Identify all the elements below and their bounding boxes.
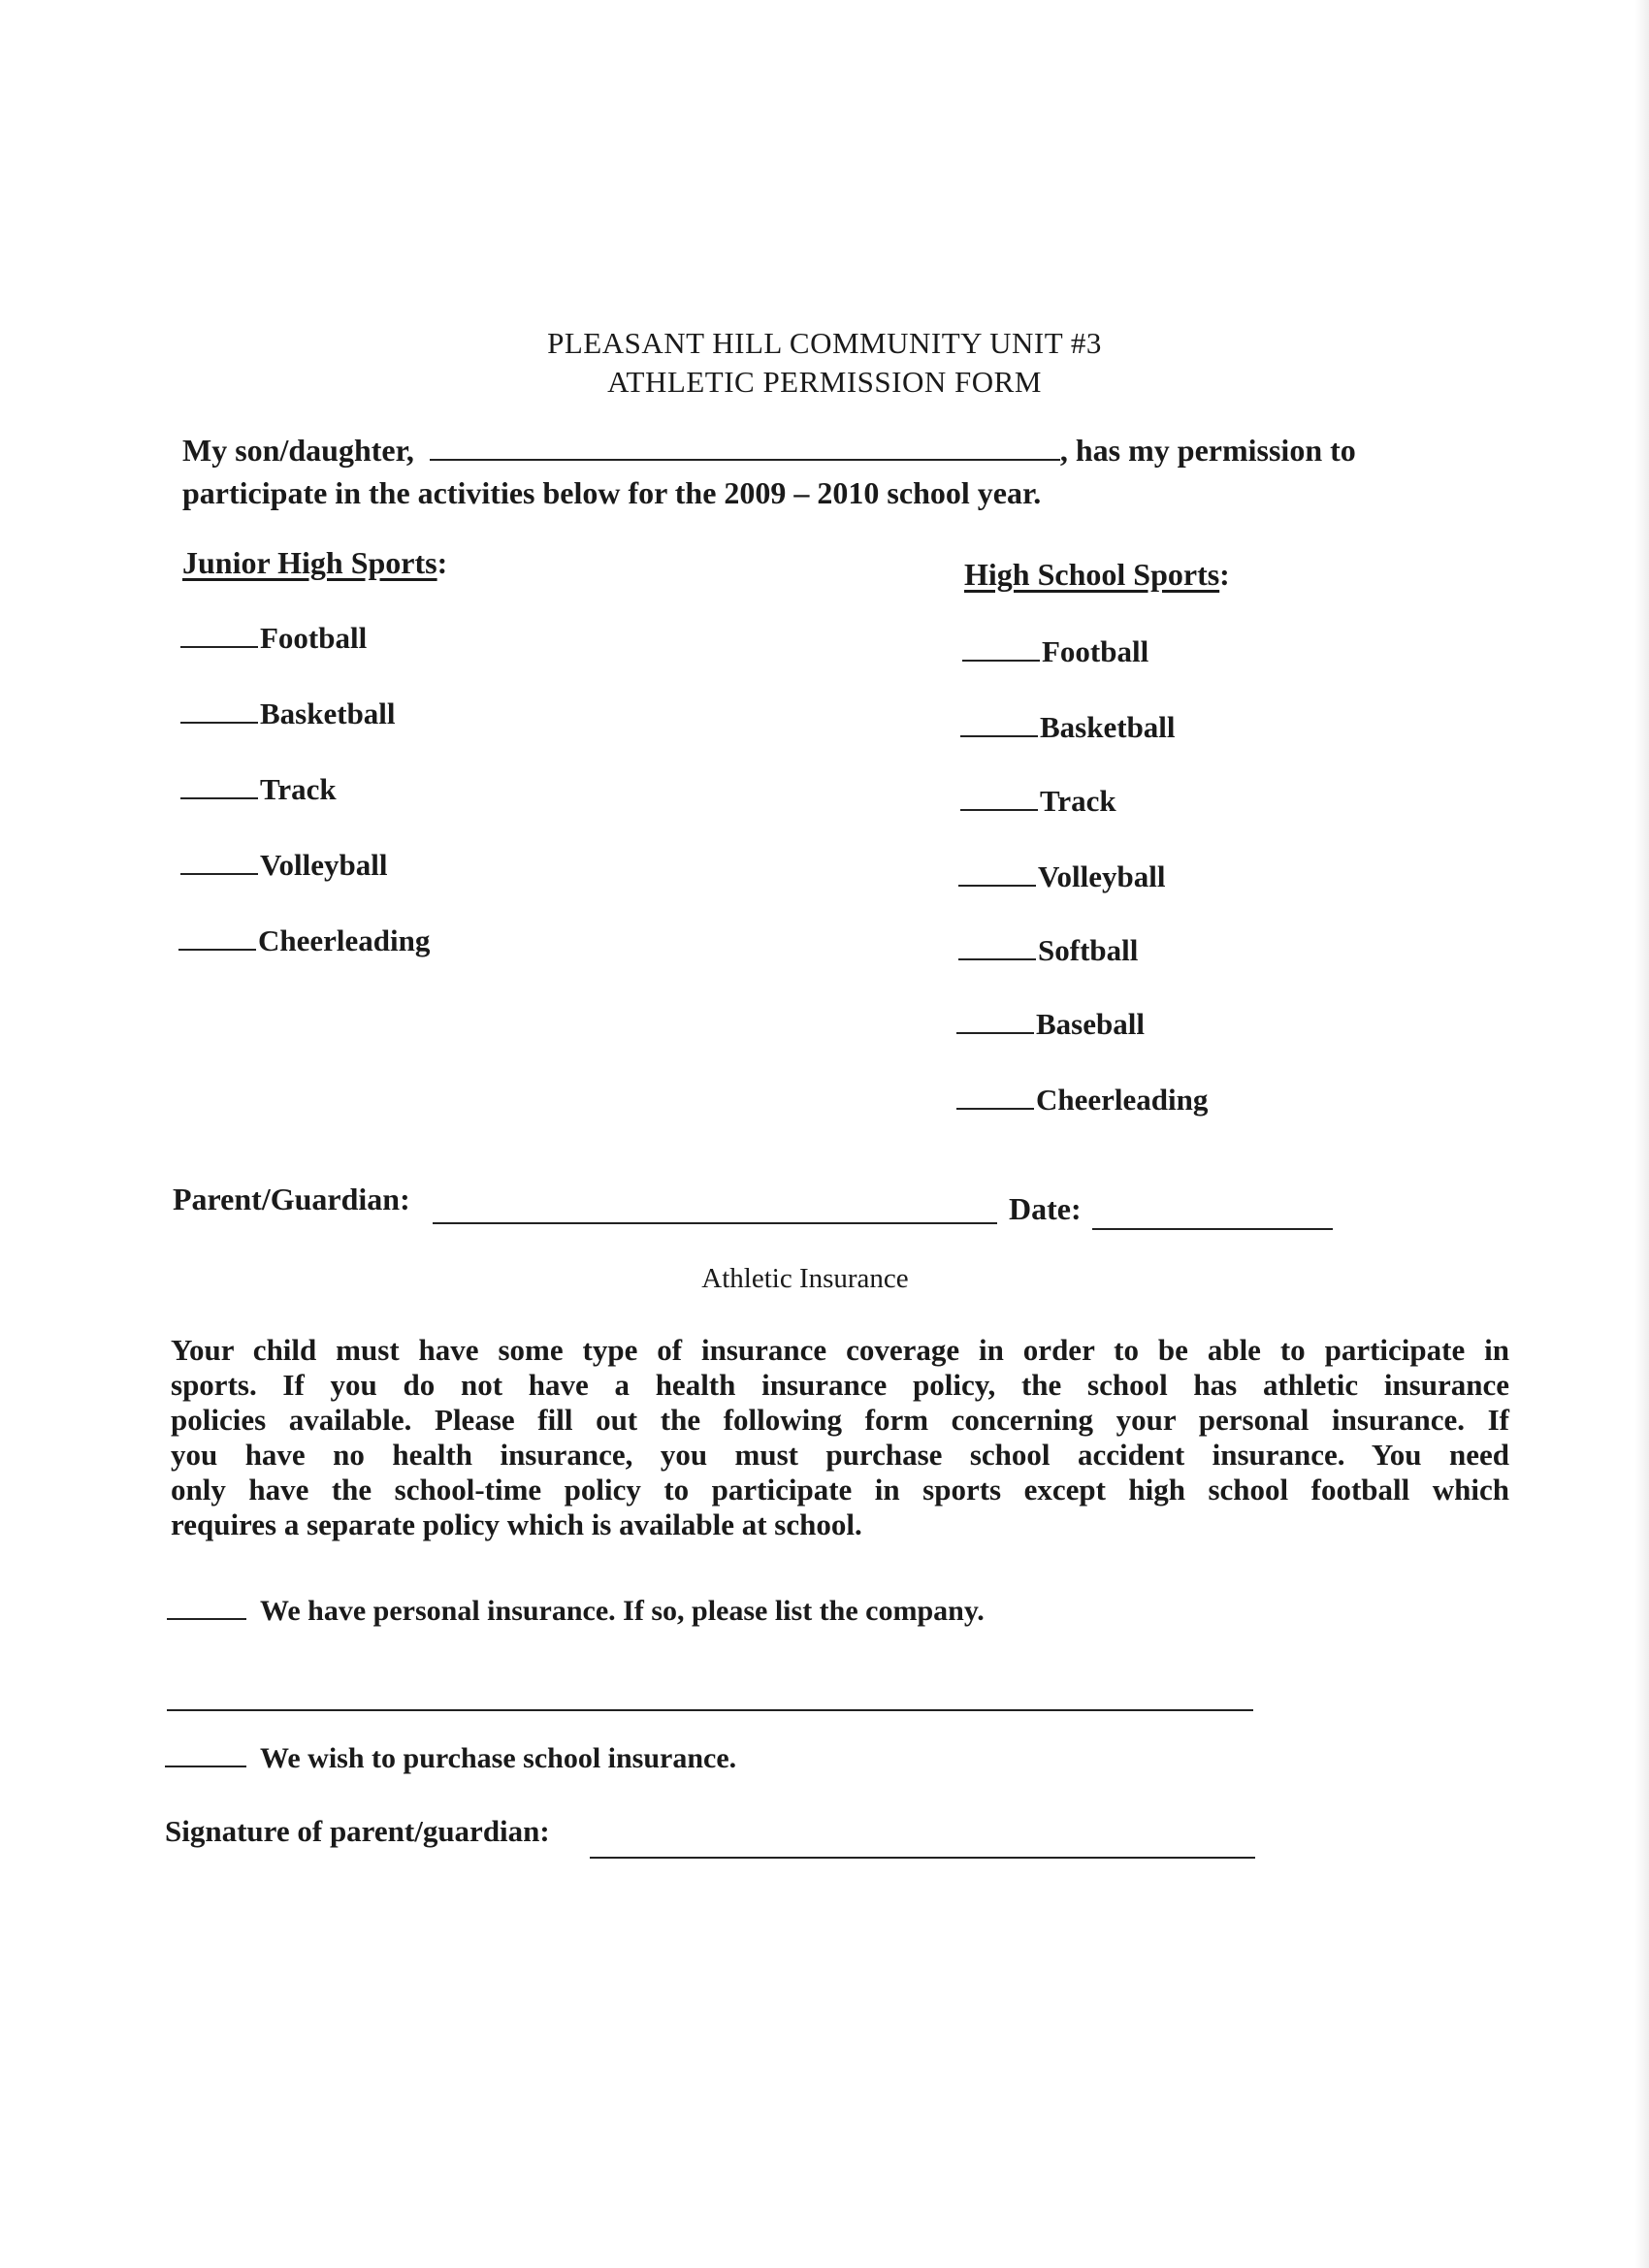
hs-sport-row (962, 634, 1148, 669)
hs-sport-label: Track (1040, 784, 1116, 818)
hs-sport-row (958, 933, 1138, 968)
hs-sport-label: Football (1042, 634, 1149, 668)
intro-trail: , has my permission to (1059, 433, 1356, 468)
hs-sport-row (956, 1083, 1208, 1118)
jh-sport-label: Basketball (260, 697, 396, 730)
personal-insurance-option (167, 1595, 985, 1628)
hs-checkbox-blank[interactable] (958, 884, 1036, 887)
insurance-paragraph-line: you have no health insurance, you must purchase school accident insurance. You need (171, 1438, 1509, 1472)
intro-line-1 (182, 433, 1356, 469)
insurance-paragraph-line: sports. If you do not have a health insurance policy, the school has athletic insurance (171, 1368, 1509, 1402)
hs-checkbox-blank[interactable] (960, 808, 1038, 811)
junior-high-heading (182, 545, 447, 581)
hs-checkbox-blank[interactable] (962, 659, 1040, 662)
hs-sport-label: Cheerleading (1036, 1083, 1209, 1117)
jh-sport-row (180, 772, 337, 807)
insurance-paragraph-line: Your child must have some type of insurance coverage in order to be able to participate in (171, 1333, 1509, 1367)
jh-sport-label: Football (260, 621, 368, 655)
junior-high-heading-colon: : (436, 545, 448, 580)
jh-sport-label: Track (260, 772, 337, 806)
jh-sport-row (180, 848, 388, 883)
hs-sport-label: Basketball (1040, 710, 1176, 744)
intro-line-2: participate in the activities below for the 2009 – 2010 school year. (182, 475, 1042, 510)
insurance-heading: Athletic Insurance (701, 1263, 909, 1294)
parent-signature-label: Signature of parent/guardian: (165, 1814, 550, 1848)
school-insurance-option (165, 1742, 736, 1775)
high-school-heading-text: High School Sports (964, 557, 1220, 592)
hs-sport-row (960, 784, 1116, 819)
junior-high-heading-text: Junior High Sports (182, 545, 437, 580)
form-title-name: ATHLETIC PERMISSION FORM (607, 365, 1042, 399)
jh-checkbox-blank[interactable] (178, 948, 256, 951)
high-school-heading-colon: : (1219, 557, 1230, 592)
insurance-paragraph-line: policies available. Please fill out the following form concerning your personal insurance. If (171, 1403, 1509, 1437)
student-name-field[interactable] (430, 458, 1060, 461)
parent-guardian-signature-field[interactable] (433, 1222, 997, 1224)
hs-checkbox-blank[interactable] (960, 734, 1038, 737)
hs-sport-label: Volleyball (1038, 859, 1166, 893)
hs-sport-row (958, 859, 1166, 894)
form-title-school: PLEASANT HILL COMMUNITY UNIT #3 (547, 326, 1102, 360)
hs-sport-row (956, 1007, 1145, 1042)
intro-lead: My son/daughter, (182, 433, 414, 468)
hs-sport-row (960, 710, 1176, 745)
jh-sport-row (180, 621, 367, 656)
date-field[interactable] (1092, 1228, 1333, 1230)
hs-sport-label: Softball (1038, 933, 1139, 967)
high-school-heading (964, 557, 1230, 593)
jh-checkbox-blank[interactable] (180, 872, 258, 875)
jh-checkbox-blank[interactable] (180, 796, 258, 799)
hs-checkbox-blank[interactable] (958, 957, 1036, 960)
school-insurance-label: We wish to purchase school insurance. (260, 1742, 737, 1774)
jh-sport-label: Cheerleading (258, 923, 431, 957)
jh-checkbox-blank[interactable] (180, 721, 258, 724)
jh-sport-label: Volleyball (260, 848, 388, 882)
insurance-paragraph (171, 1333, 1509, 1542)
hs-checkbox-blank[interactable] (956, 1031, 1034, 1034)
jh-sport-row (178, 923, 430, 958)
hs-checkbox-blank[interactable] (956, 1107, 1034, 1110)
parent-guardian-label: Parent/Guardian: (173, 1182, 410, 1216)
date-label: Date: (1009, 1191, 1082, 1226)
hs-sport-label: Baseball (1036, 1007, 1145, 1041)
insurance-company-field[interactable] (167, 1709, 1253, 1711)
jh-checkbox-blank[interactable] (180, 645, 258, 648)
insurance-paragraph-line: requires a separate policy which is available at school. (171, 1507, 862, 1541)
insurance-paragraph-line: only have the school-time policy to participate in sports except high school football which (171, 1473, 1509, 1507)
scan-edge-shadow (1635, 0, 1649, 2268)
parent-signature-field[interactable] (590, 1857, 1255, 1859)
personal-insurance-checkbox-blank[interactable] (167, 1617, 246, 1620)
personal-insurance-label: We have personal insurance. If so, please list the company. (260, 1595, 985, 1627)
jh-sport-row (180, 697, 396, 731)
school-insurance-checkbox-blank[interactable] (165, 1765, 246, 1767)
